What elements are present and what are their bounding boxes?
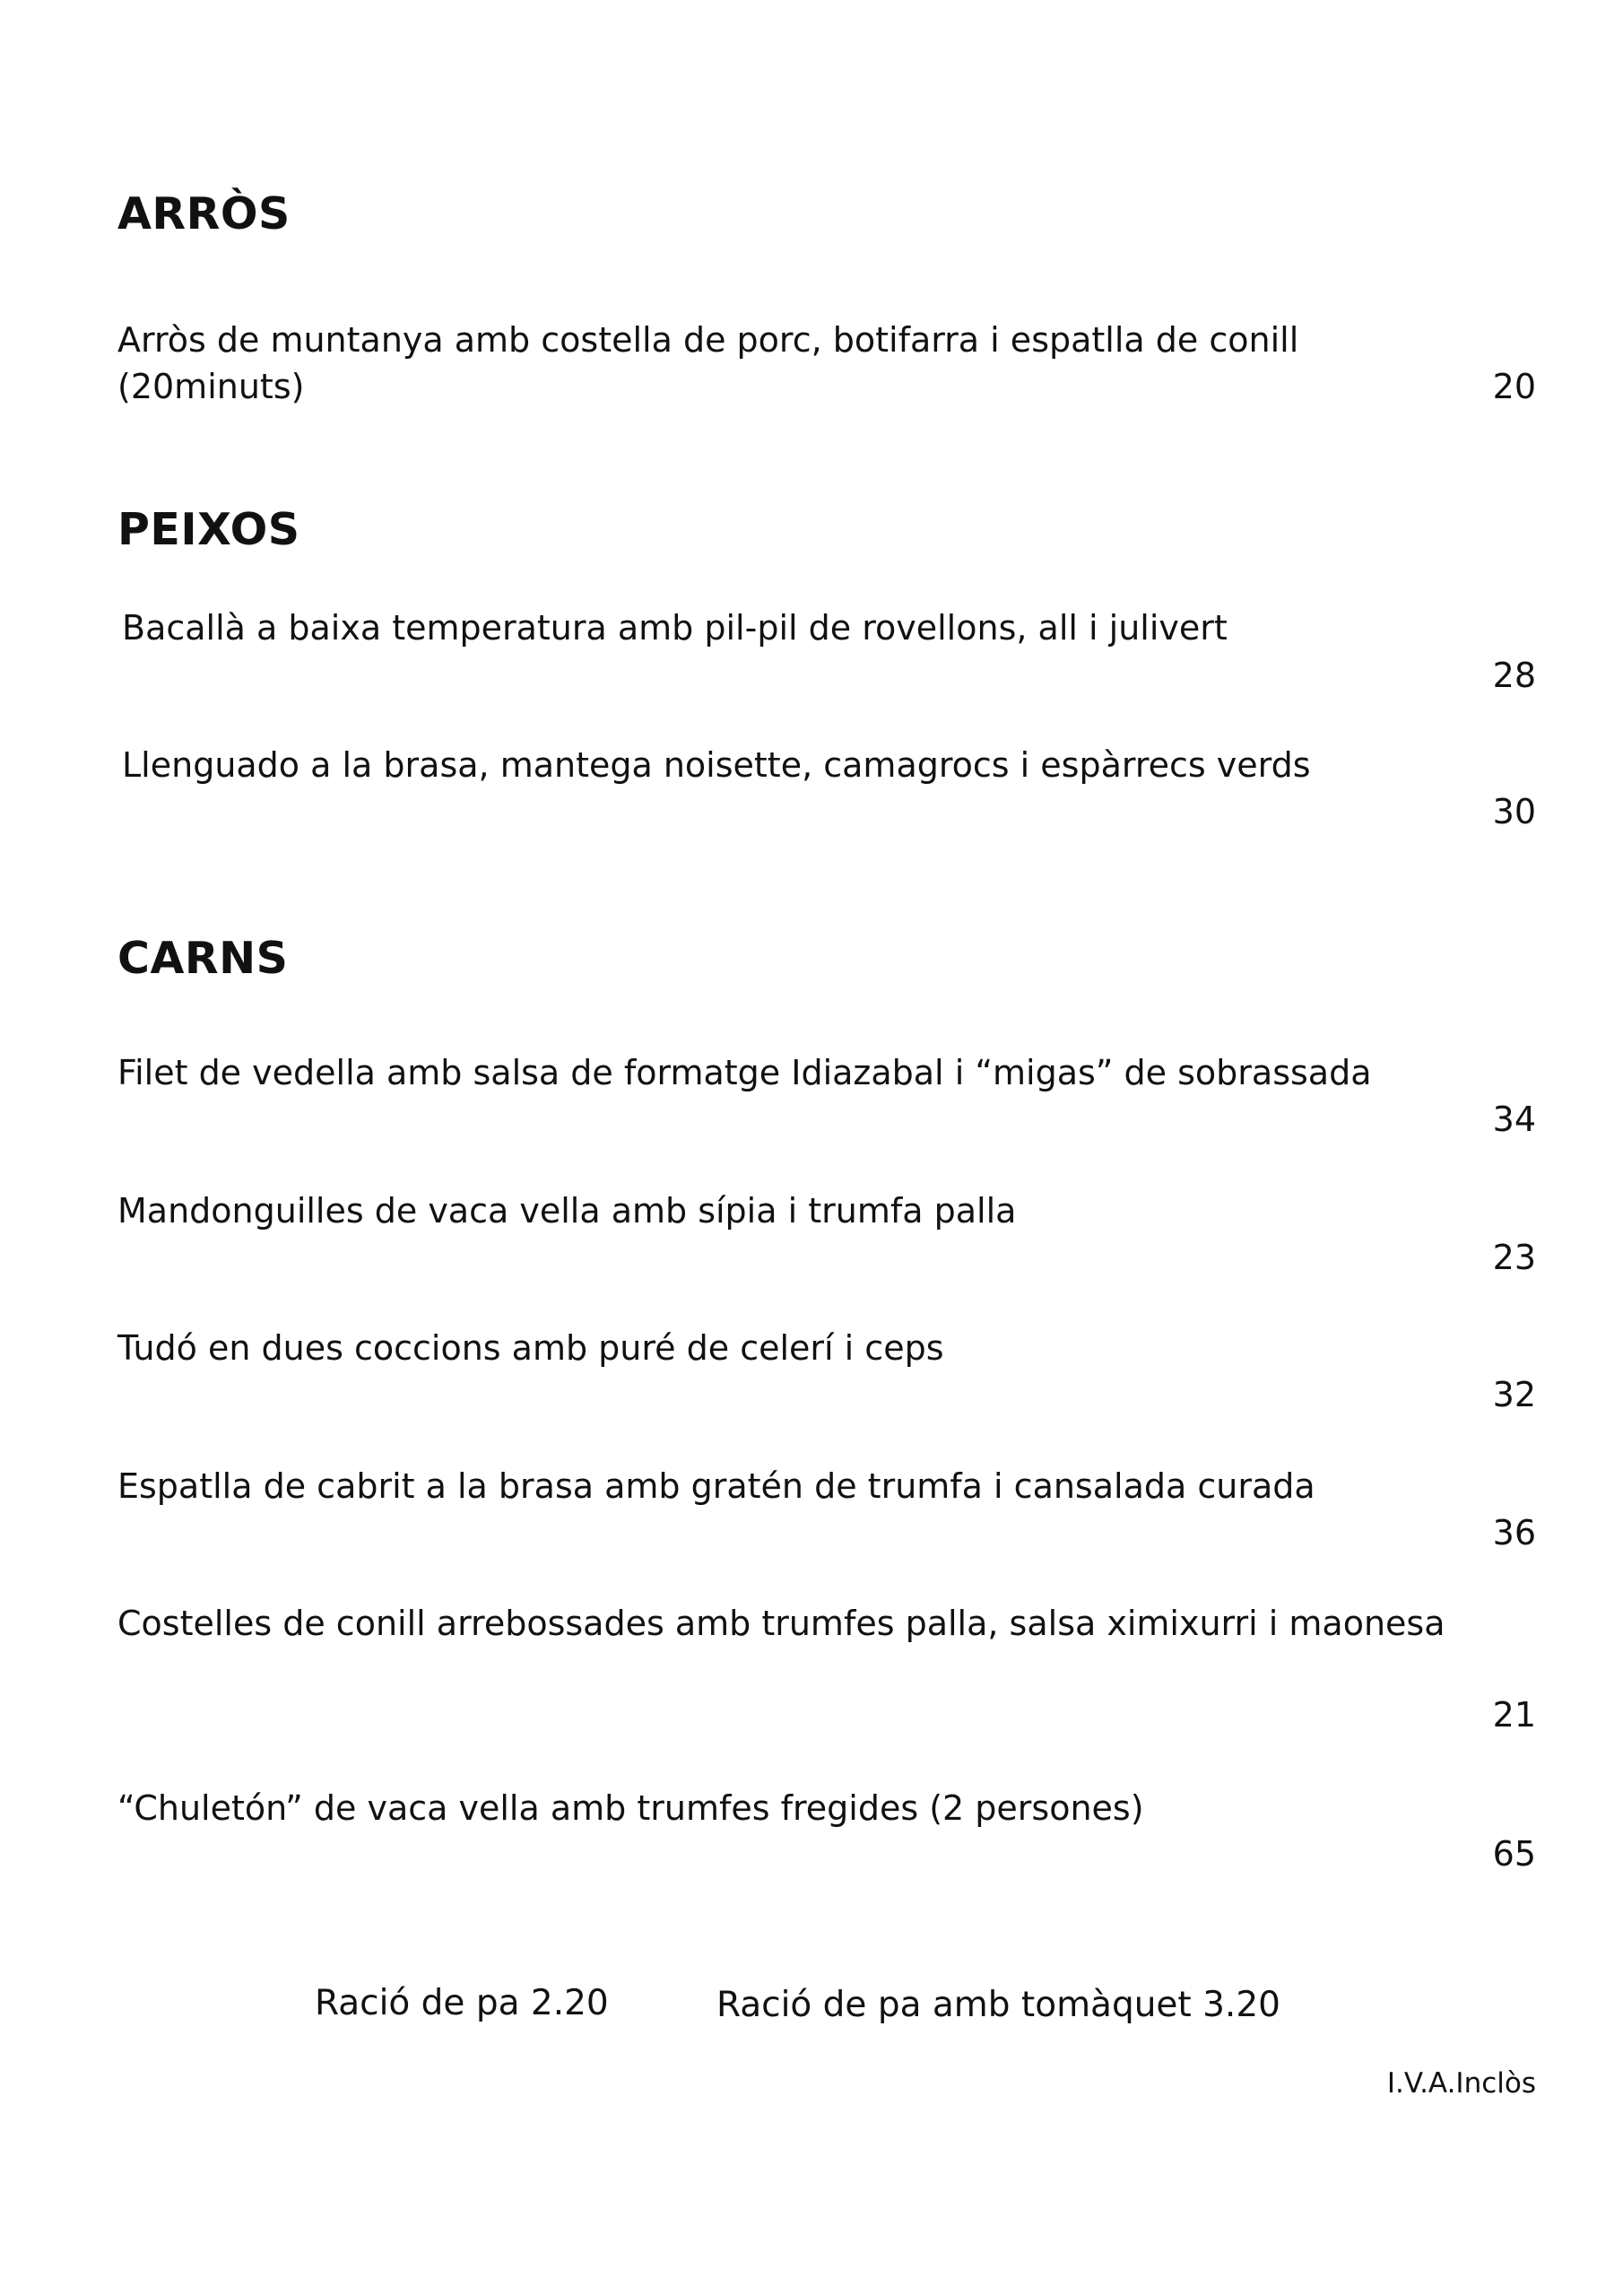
section-heading-arros: ARRÒS <box>117 188 291 239</box>
dish-price: 23 <box>1492 1238 1536 1277</box>
dish-price: 28 <box>1492 656 1536 695</box>
dish-llenguado: Llenguado a la brasa, mantega noisette, camagrocs i espàrrecs verds <box>122 745 1311 785</box>
dish-price: 34 <box>1492 1100 1536 1139</box>
dish-chuleton: “Chuletón” de vaca vella amb trumfes fregides (2 persones) <box>117 1788 1144 1828</box>
dish-price: 21 <box>1492 1695 1536 1735</box>
bread-portion: Ració de pa 2.20 <box>315 1983 609 2023</box>
section-heading-peixos: PEIXOS <box>117 504 300 555</box>
dish-filet-vedella: Filet de vedella amb salsa de formatge Idiazabal i “migas” de sobrassada <box>117 1053 1372 1092</box>
bread-tomato-portion: Ració de pa amb tomàquet 3.20 <box>716 1985 1280 2025</box>
dish-tudo: Tudó en dues coccions amb puré de celerí i ceps <box>117 1328 944 1368</box>
dish-arros-muntanya-time: (20minuts) <box>117 367 305 406</box>
dish-price: 65 <box>1492 1834 1536 1874</box>
dish-mandonguilles: Mandonguilles de vaca vella amb sípia i trumfa palla <box>117 1191 1017 1231</box>
dish-arros-muntanya: Arròs de muntanya amb costella de porc, botifarra i espatlla de conill <box>117 320 1299 360</box>
dish-price: 20 <box>1492 367 1536 406</box>
dish-bacalla: Bacallà a baixa temperatura amb pil-pil de rovellons, all i julivert <box>122 608 1228 648</box>
dish-price: 32 <box>1492 1375 1536 1414</box>
dish-price: 30 <box>1492 792 1536 831</box>
dish-price: 36 <box>1492 1513 1536 1552</box>
dish-costelles-conill: Costelles de conill arrebossades amb trumfes palla, salsa ximixurri i maonesa <box>117 1604 1445 1643</box>
vat-included-note: I.V.A.Inclòs <box>1386 2067 1536 2100</box>
section-heading-carns: CARNS <box>117 933 289 984</box>
dish-espatlla-cabrit: Espatlla de cabrit a la brasa amb gratén de trumfa i cansalada curada <box>117 1466 1315 1506</box>
